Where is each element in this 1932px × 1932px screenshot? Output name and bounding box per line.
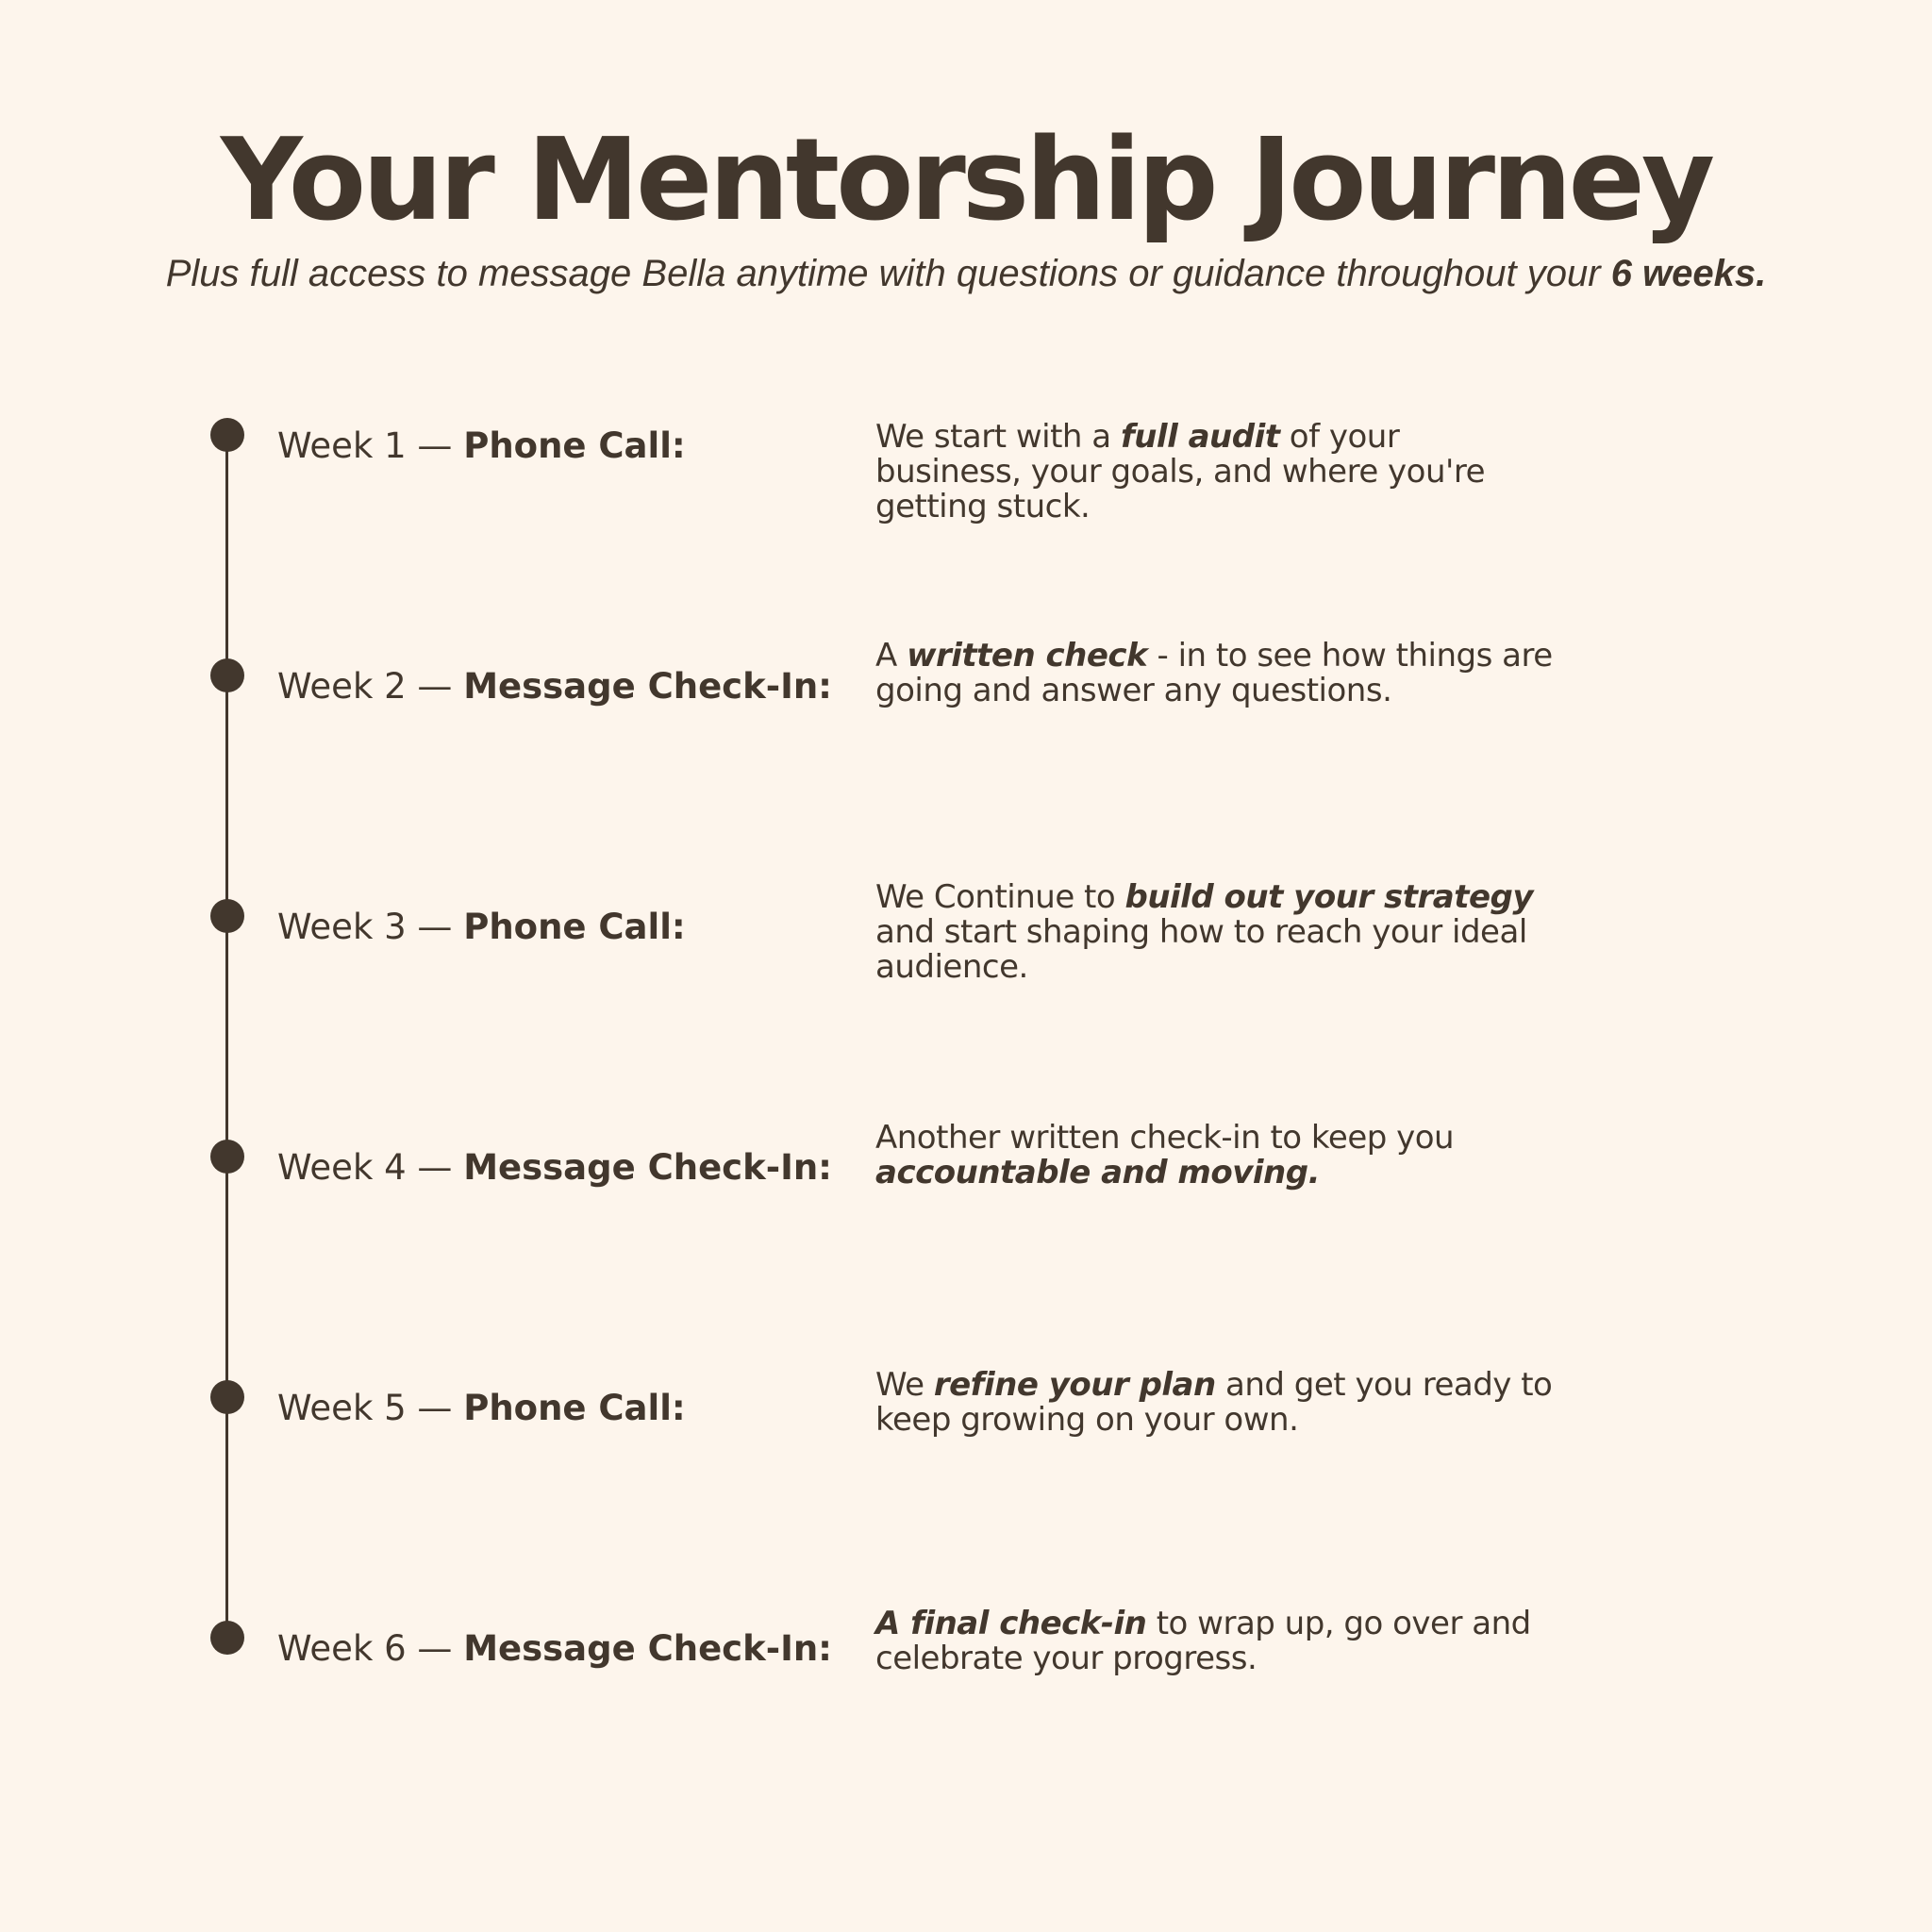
timeline-dot-week-5: [210, 1380, 244, 1414]
timeline-dot-week-1: [210, 418, 244, 452]
week-2-label: [277, 666, 832, 707]
week-4-label: [277, 1147, 832, 1188]
week-5-desc-text-end: and get you ready to keep growing on your own.: [875, 1366, 1553, 1439]
subtitle-emphasis: 6 weeks.: [1610, 253, 1767, 294]
week-3-label: [277, 907, 686, 947]
week-6-number: Week 6 —: [277, 1628, 464, 1669]
week-6-desc-text-end: to wrap up, go over and celebrate your progress.: [875, 1605, 1531, 1677]
week-3-type: Phone Call:: [463, 907, 686, 947]
week-6-description: [875, 1607, 1555, 1676]
week-2-number: Week 2 —: [277, 666, 464, 707]
subtitle-text: Plus full access to message Bella anytime with questions or guidance throughout your: [165, 253, 1611, 294]
week-6-desc-emphasis: A final check-in: [875, 1605, 1147, 1642]
timeline-line: [225, 434, 228, 1637]
week-1-desc-emphasis: full audit: [1120, 418, 1280, 456]
week-1-description: [875, 420, 1555, 525]
week-2-description: [875, 639, 1555, 708]
week-5-desc-emphasis: refine your plan: [933, 1366, 1216, 1404]
week-4-desc-text: Another written check-in to keep you: [875, 1119, 1455, 1157]
timeline-dot-week-6: [210, 1621, 244, 1655]
week-3-desc-emphasis: build out your strategy: [1124, 878, 1534, 916]
week-4-type: Message Check-In:: [463, 1147, 832, 1188]
timeline-dot-week-3: [210, 899, 244, 933]
page-subtitle: [0, 253, 1932, 294]
week-6-label: [277, 1628, 832, 1669]
week-3-desc-text: We Continue to: [875, 878, 1125, 916]
timeline-dot-week-2: [210, 658, 244, 692]
week-4-number: Week 4 —: [277, 1147, 464, 1188]
week-1-label: [277, 425, 686, 466]
timeline-dot-week-4: [210, 1140, 244, 1174]
week-3-description: [875, 880, 1555, 985]
week-5-number: Week 5 —: [277, 1388, 464, 1428]
week-5-desc-text: We: [875, 1366, 934, 1404]
week-5-description: [875, 1368, 1555, 1438]
week-2-desc-emphasis: written check: [907, 637, 1148, 675]
week-1-number: Week 1 —: [277, 425, 464, 466]
week-1-desc-text-end: of your business, your goals, and where you're getting stuck.: [875, 418, 1486, 525]
page-title: Your Mentorship Journey: [220, 115, 1712, 246]
week-5-label: [277, 1388, 686, 1428]
week-5-type: Phone Call:: [463, 1388, 686, 1428]
week-2-desc-text-end: - in to see how things are going and answer any questions.: [875, 637, 1553, 709]
week-1-desc-text: We start with a: [875, 418, 1121, 456]
week-4-description: [875, 1121, 1555, 1191]
week-3-number: Week 3 —: [277, 907, 464, 947]
week-6-type: Message Check-In:: [463, 1628, 832, 1669]
week-4-desc-emphasis: accountable and moving.: [875, 1154, 1320, 1191]
week-2-desc-text: A: [875, 637, 908, 675]
week-2-type: Message Check-In:: [463, 666, 832, 707]
week-3-desc-text-end: and start shaping how to reach your ideal audience.: [875, 913, 1527, 986]
week-1-type: Phone Call:: [463, 425, 686, 466]
